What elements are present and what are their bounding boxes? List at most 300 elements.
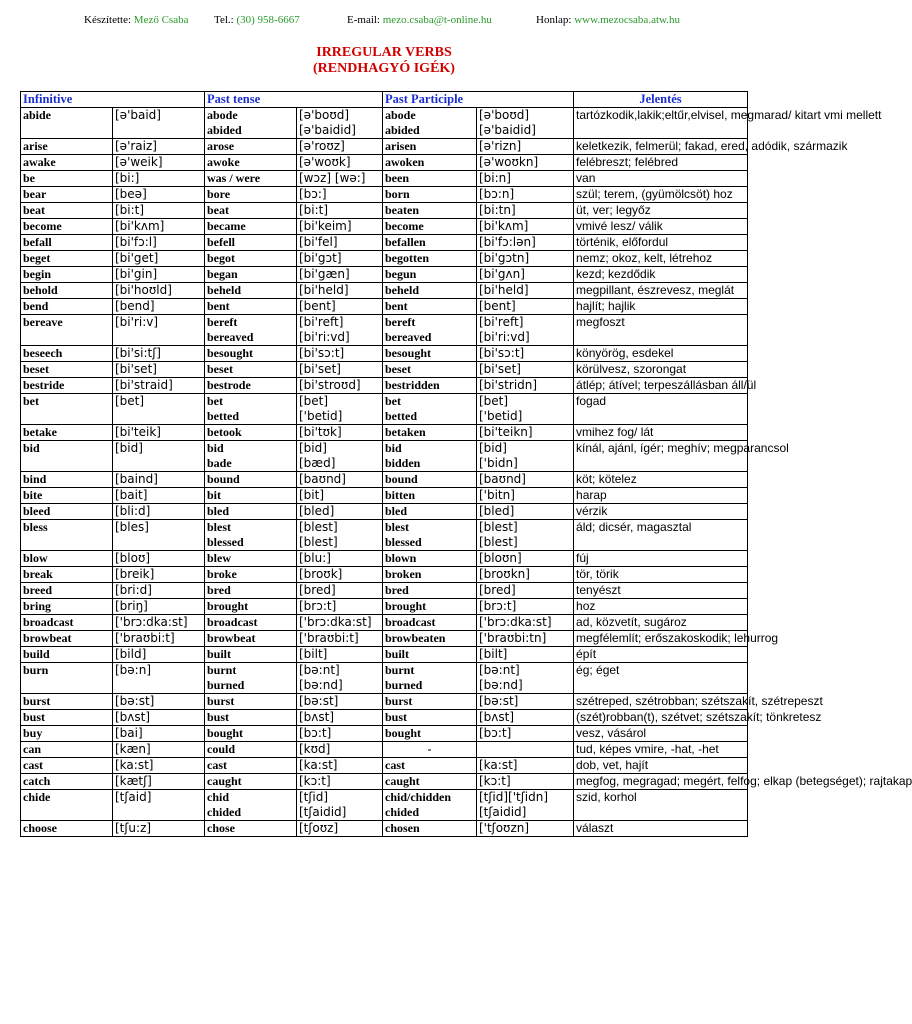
past-participle-pron-line: [bent]: [479, 299, 516, 313]
table-header-row: [21, 92, 748, 108]
table-row: [21, 219, 748, 235]
past-tense-line: beheld: [207, 283, 242, 297]
past-participle-line: chid/chidden: [385, 790, 452, 804]
past-tense-pron-line: [blest]: [299, 520, 338, 534]
past-participle-pron-line: [ə'rizn]: [479, 139, 522, 153]
past-participle-line: chided: [385, 805, 420, 819]
past-tense-line: abided: [207, 123, 242, 137]
past-tense-pron-cell: [297, 155, 383, 171]
table-row: [21, 251, 748, 267]
website-label: Honlap:: [536, 14, 572, 26]
past-tense-cell: [205, 551, 297, 567]
past-participle-pron-line: ['betid]: [479, 409, 523, 423]
meaning-cell: tör, törik: [574, 567, 748, 583]
meaning-cell: felébreszt; felébred: [574, 155, 748, 171]
past-tense-pron-cell: [297, 821, 383, 837]
meaning-cell: harap: [574, 488, 748, 504]
past-tense-pron-line: [tʃaidid]: [299, 805, 347, 819]
past-tense-cell: [205, 631, 297, 647]
meaning-cell: (szét)robban(t), szétvet; szétszakít; tönkretesz: [574, 710, 748, 726]
infinitive-pron-cell: [bi'kʌm]: [113, 219, 205, 235]
past-participle-cell: [383, 346, 477, 362]
past-tense-line: bestrode: [207, 378, 251, 392]
past-participle-pron-cell: [477, 394, 574, 425]
past-tense-line: chose: [207, 821, 235, 835]
past-participle-line: chosen: [385, 821, 420, 835]
past-participle-cell: [383, 567, 477, 583]
past-participle-cell: [383, 108, 477, 139]
past-participle-pron-cell: [477, 504, 574, 520]
past-participle-line: burnt: [385, 663, 415, 677]
infinitive-pron-cell: ['braʊbi:t]: [113, 631, 205, 647]
infinitive-pron-cell: [breik]: [113, 567, 205, 583]
past-tense-cell: [205, 821, 297, 837]
past-participle-pron-line: [bi'fɔ:lən]: [479, 235, 536, 249]
past-tense-cell: [205, 315, 297, 346]
past-participle-cell: [383, 472, 477, 488]
past-participle-line: browbeaten: [385, 631, 446, 645]
past-tense-line: was / were: [207, 171, 261, 185]
past-participle-line: blessed: [385, 535, 422, 549]
website-info: [536, 14, 680, 26]
past-participle-line: brought: [385, 599, 427, 613]
table-row: [21, 488, 748, 504]
past-tense-line: bent: [207, 299, 230, 313]
past-tense-pron-cell: [297, 139, 383, 155]
past-tense-pron-cell: [297, 235, 383, 251]
table-row: [21, 583, 748, 599]
table-row: [21, 504, 748, 520]
past-tense-pron-cell: [297, 378, 383, 394]
infinitive-pron-cell: [bi'ri:v]: [113, 315, 205, 346]
infinitive-pron-cell: ['brɔ:dka:st]: [113, 615, 205, 631]
past-tense-cell: [205, 615, 297, 631]
past-participle-cell: [383, 441, 477, 472]
past-tense-line: abode: [207, 108, 238, 122]
past-participle-cell: [383, 187, 477, 203]
table-row: [21, 790, 748, 821]
past-participle-pron-cell: [477, 647, 574, 663]
past-tense-cell: [205, 219, 297, 235]
past-participle-pron-cell: [477, 108, 574, 139]
infinitive-pron-cell: [bə:n]: [113, 663, 205, 694]
infinitive-pron-cell: [bi'gin]: [113, 267, 205, 283]
past-tense-line: blessed: [207, 535, 244, 549]
past-participle-line: bestridden: [385, 378, 440, 392]
table-row: [21, 551, 748, 567]
past-participle-pron-cell: [477, 472, 574, 488]
past-participle-pron-line: [bi'ri:vd]: [479, 330, 530, 344]
infinitive-cell: chide: [21, 790, 113, 821]
past-participle-pron-cell: [477, 346, 574, 362]
infinitive-cell: broadcast: [21, 615, 113, 631]
past-participle-pron-line: [bi'held]: [479, 283, 529, 297]
past-tense-pron-cell: [297, 599, 383, 615]
past-participle-pron-cell: [477, 774, 574, 790]
past-participle-pron-cell: [477, 742, 574, 758]
past-participle-pron-line: ['bidn]: [479, 456, 518, 470]
past-tense-cell: [205, 203, 297, 219]
infinitive-cell: break: [21, 567, 113, 583]
past-tense-pron-cell: [297, 346, 383, 362]
past-participle-cell: [383, 155, 477, 171]
past-participle-pron-line: [bloʊn]: [479, 551, 522, 565]
infinitive-pron-cell: [tʃaid]: [113, 790, 205, 821]
past-tense-line: bound: [207, 472, 240, 486]
past-participle-pron-cell: [477, 378, 574, 394]
past-tense-pron-line: [ə'boʊd]: [299, 108, 350, 122]
past-participle-line: caught: [385, 774, 420, 788]
meaning-cell: ad, közvetít, sugároz: [574, 615, 748, 631]
email-link[interactable]: mezo.csaba@t-online.hu: [382, 14, 492, 26]
infinitive-pron-cell: [bi'get]: [113, 251, 205, 267]
infinitive-cell: bite: [21, 488, 113, 504]
past-tense-cell: [205, 583, 297, 599]
past-tense-line: became: [207, 219, 246, 233]
past-participle-line: beaten: [385, 203, 419, 217]
infinitive-cell: be: [21, 171, 113, 187]
past-tense-pron-line: [bi'keim]: [299, 219, 352, 233]
meaning-cell: hajlít; hajlik: [574, 299, 748, 315]
past-tense-pron-cell: [297, 187, 383, 203]
past-participle-pron-cell: [477, 551, 574, 567]
past-participle-cell: [383, 821, 477, 837]
past-participle-line: betted: [385, 409, 417, 423]
infinitive-pron-cell: [bə:st]: [113, 694, 205, 710]
past-tense-line: burnt: [207, 663, 237, 677]
past-participle-pron-cell: [477, 488, 574, 504]
infinitive-pron-cell: [bi'si:tʃ]: [113, 346, 205, 362]
meaning-cell: szid, korhol: [574, 790, 748, 821]
past-participle-line: bought: [385, 726, 422, 740]
past-tense-pron-line: [bɔ:]: [299, 187, 327, 201]
past-tense-line: beset: [207, 362, 233, 376]
infinitive-cell: bet: [21, 394, 113, 425]
past-participle-pron-cell: [477, 583, 574, 599]
infinitive-cell: bear: [21, 187, 113, 203]
table-row: [21, 108, 748, 139]
past-participle-cell: [383, 615, 477, 631]
past-participle-pron-cell: [477, 726, 574, 742]
table-row: [21, 774, 748, 790]
past-tense-cell: [205, 155, 297, 171]
meaning-cell: vmihez fog/ lát: [574, 425, 748, 441]
infinitive-cell: blow: [21, 551, 113, 567]
past-tense-cell: [205, 235, 297, 251]
past-participle-pron-line: [bi'sɔ:t]: [479, 346, 525, 360]
past-participle-pron-cell: [477, 520, 574, 551]
past-tense-pron-cell: [297, 790, 383, 821]
infinitive-pron-cell: [bi'straid]: [113, 378, 205, 394]
past-tense-cell: [205, 710, 297, 726]
meaning-cell: tenyészt: [574, 583, 748, 599]
infinitive-cell: bring: [21, 599, 113, 615]
past-tense-pron-line: ['betid]: [299, 409, 343, 423]
past-tense-pron-line: [blu:]: [299, 551, 331, 565]
irregular-verbs-table: [20, 91, 912, 837]
infinitive-cell: can: [21, 742, 113, 758]
past-tense-pron-cell: [297, 315, 383, 346]
past-participle-pron-line: [bled]: [479, 504, 515, 518]
infinitive-cell: become: [21, 219, 113, 235]
past-tense-cell: [205, 299, 297, 315]
past-tense-pron-line: [bi'fel]: [299, 235, 338, 249]
table-row: [21, 203, 748, 219]
infinitive-cell: breed: [21, 583, 113, 599]
past-tense-pron-line: [bi'sɔ:t]: [299, 346, 345, 360]
past-participle-cell: [383, 758, 477, 774]
meaning-cell: átlép; átível; terpeszállásban áll/ül: [574, 378, 748, 394]
infinitive-pron-cell: [ə'baid]: [113, 108, 205, 139]
infinitive-cell: beat: [21, 203, 113, 219]
past-tense-line: browbeat: [207, 631, 256, 645]
past-tense-pron-cell: [297, 251, 383, 267]
meaning-cell: áld; dicsér, magasztal: [574, 520, 748, 551]
past-tense-line: bust: [207, 710, 230, 724]
table-row: [21, 299, 748, 315]
past-participle-pron-cell: [477, 219, 574, 235]
past-tense-cell: [205, 774, 297, 790]
table-row: [21, 283, 748, 299]
past-tense-line: blew: [207, 551, 231, 565]
past-participle-line: become: [385, 219, 424, 233]
past-participle-line: blown: [385, 551, 417, 565]
past-participle-pron-line: ['tʃoʊzn]: [479, 821, 530, 835]
phone-label: Tel.:: [214, 14, 234, 26]
infinitive-pron-cell: [briŋ]: [113, 599, 205, 615]
infinitive-pron-cell: [bles]: [113, 520, 205, 551]
table-row: [21, 758, 748, 774]
infinitive-pron-cell: [bloʊ]: [113, 551, 205, 567]
infinitive-cell: awake: [21, 155, 113, 171]
past-participle-cell: [383, 710, 477, 726]
past-tense-cell: [205, 394, 297, 425]
past-participle-line: bet: [385, 394, 401, 408]
past-participle-line: bitten: [385, 488, 415, 502]
past-participle-line: born: [385, 187, 410, 201]
meaning-cell: épít: [574, 647, 748, 663]
past-tense-pron-line: [bʌst]: [299, 710, 335, 724]
past-participle-line: burst: [385, 694, 413, 708]
infinitive-pron-cell: [bid]: [113, 441, 205, 472]
past-participle-cell: [383, 171, 477, 187]
past-tense-cell: [205, 520, 297, 551]
past-participle-cell: [383, 663, 477, 694]
infinitive-cell: beget: [21, 251, 113, 267]
past-participle-cell: [383, 504, 477, 520]
past-participle-pron-cell: [477, 790, 574, 821]
past-participle-line: bent: [385, 299, 408, 313]
past-tense-line: bought: [207, 726, 244, 740]
meaning-cell: körülvesz, szorongat: [574, 362, 748, 378]
past-participle-pron-cell: [477, 710, 574, 726]
past-participle-cell: [383, 299, 477, 315]
past-participle-pron-line: [bi'gʌn]: [479, 267, 525, 281]
past-tense-pron-line: [blest]: [299, 535, 338, 549]
meaning-cell: megfélemlít; erőszakoskodik; lehurrog: [574, 631, 748, 647]
past-participle-line: bid: [385, 441, 402, 455]
past-tense-pron-cell: [297, 710, 383, 726]
past-participle-cell: [383, 520, 477, 551]
infinitive-cell: bless: [21, 520, 113, 551]
table-row: [21, 139, 748, 155]
table-row: [21, 742, 748, 758]
website-link[interactable]: www.mezocsaba.atw.hu: [574, 14, 680, 26]
col-header-past-tense: Past tense: [205, 92, 383, 108]
infinitive-cell: arise: [21, 139, 113, 155]
past-tense-pron-line: [kɔ:t]: [299, 774, 331, 788]
past-participle-pron-line: [bə:st]: [479, 694, 519, 708]
table-row: [21, 171, 748, 187]
past-participle-cell: [383, 694, 477, 710]
meaning-cell: van: [574, 171, 748, 187]
past-tense-line: befell: [207, 235, 235, 249]
infinitive-pron-cell: [kæn]: [113, 742, 205, 758]
past-tense-cell: [205, 139, 297, 155]
past-participle-cell: [383, 219, 477, 235]
past-tense-cell: [205, 171, 297, 187]
past-participle-pron-line: ['bitn]: [479, 488, 515, 502]
past-participle-pron-line: [bi'kʌm]: [479, 219, 529, 233]
past-participle-line: burned: [385, 678, 423, 692]
past-participle-pron-line: [bid]: [479, 441, 507, 455]
past-tense-cell: [205, 283, 297, 299]
infinitive-pron-cell: [beə]: [113, 187, 205, 203]
table-row: [21, 710, 748, 726]
past-tense-line: bereft: [207, 315, 238, 329]
past-tense-pron-cell: [297, 299, 383, 315]
table-body: [21, 108, 912, 837]
past-participle-cell: [383, 790, 477, 821]
past-tense-line: begot: [207, 251, 235, 265]
table-row: [21, 726, 748, 742]
past-participle-cell: [383, 742, 477, 758]
infinitive-pron-cell: [bi:]: [113, 171, 205, 187]
past-participle-pron-line: [brɔ:t]: [479, 599, 517, 613]
infinitive-cell: bereave: [21, 315, 113, 346]
past-tense-pron-cell: [297, 694, 383, 710]
past-participle-pron-cell: [477, 362, 574, 378]
meaning-cell: kínál, ajánl, ígér; meghív; megparancsol: [574, 441, 748, 472]
past-participle-pron-line: [baʊnd]: [479, 472, 526, 486]
infinitive-cell: burst: [21, 694, 113, 710]
past-tense-pron-cell: [297, 362, 383, 378]
meaning-cell: megpillant, észrevesz, meglát: [574, 283, 748, 299]
infinitive-cell: cast: [21, 758, 113, 774]
infinitive-pron-cell: [bet]: [113, 394, 205, 425]
past-tense-cell: [205, 599, 297, 615]
past-participle-pron-cell: [477, 267, 574, 283]
past-tense-line: beat: [207, 203, 229, 217]
past-tense-cell: [205, 108, 297, 139]
past-tense-pron-line: [bə:nd]: [299, 678, 343, 692]
past-tense-pron-line: ['braʊbi:t]: [299, 631, 359, 645]
past-tense-cell: [205, 504, 297, 520]
meaning-cell: kezd; kezdődik: [574, 267, 748, 283]
past-tense-cell: [205, 790, 297, 821]
past-participle-line: besought: [385, 346, 432, 360]
past-tense-pron-cell: [297, 567, 383, 583]
past-participle-pron-cell: [477, 235, 574, 251]
past-participle-line: begun: [385, 267, 417, 281]
past-tense-pron-line: [bi'set]: [299, 362, 341, 376]
infinitive-pron-cell: [bai]: [113, 726, 205, 742]
past-tense-line: betook: [207, 425, 242, 439]
past-participle-pron-line: [broʊkn]: [479, 567, 530, 581]
past-tense-line: built: [207, 647, 232, 661]
past-participle-line: begotten: [385, 251, 429, 265]
past-tense-pron-line: [tʃid]: [299, 790, 329, 804]
past-tense-pron-line: [bi'gɔt]: [299, 251, 342, 265]
infinitive-pron-cell: [baind]: [113, 472, 205, 488]
past-participle-pron-cell: [477, 203, 574, 219]
past-tense-pron-cell: [297, 726, 383, 742]
past-participle-pron-line: [bi'reft]: [479, 315, 524, 329]
table-row: [21, 378, 748, 394]
past-participle-line: befallen: [385, 235, 426, 249]
past-tense-pron-line: [bə:nt]: [299, 663, 340, 677]
meaning-cell: köt; kötelez: [574, 472, 748, 488]
past-participle-pron-line: [bi'gɔtn]: [479, 251, 530, 265]
past-participle-pron-cell: [477, 425, 574, 441]
phone-number: (30) 958-6667: [236, 14, 300, 26]
infinitive-pron-cell: [bi'set]: [113, 362, 205, 378]
meaning-cell: üt, ver; legyőz: [574, 203, 748, 219]
past-tense-line: betted: [207, 409, 239, 423]
past-participle-line: broken: [385, 567, 422, 581]
infinitive-cell: bend: [21, 299, 113, 315]
table-row: [21, 187, 748, 203]
meaning-cell: nemz; okoz, kelt, létrehoz: [574, 251, 748, 267]
infinitive-cell: bleed: [21, 504, 113, 520]
past-participle-pron-line: [bet]: [479, 394, 509, 408]
past-participle-cell: [383, 139, 477, 155]
past-participle-pron-line: [bilt]: [479, 647, 508, 661]
table-row: [21, 599, 748, 615]
past-tense-pron-line: [ə'woʊk]: [299, 155, 351, 169]
infinitive-cell: begin: [21, 267, 113, 283]
infinitive-cell: bust: [21, 710, 113, 726]
past-tense-pron-cell: [297, 520, 383, 551]
past-participle-line: arisen: [385, 139, 417, 153]
past-participle-line: blest: [385, 520, 409, 534]
past-tense-cell: [205, 346, 297, 362]
past-participle-cell: [383, 583, 477, 599]
meaning-cell: dob, vet, hajít: [574, 758, 748, 774]
infinitive-cell: bid: [21, 441, 113, 472]
past-participle-cell: [383, 551, 477, 567]
past-participle-pron-line: ['braʊbi:tn]: [479, 631, 547, 645]
table-row: [21, 663, 748, 694]
infinitive-cell: beseech: [21, 346, 113, 362]
past-tense-line: bid: [207, 441, 224, 455]
past-participle-line: beset: [385, 362, 411, 376]
table-row: [21, 441, 748, 472]
past-participle-pron-line: [bi:n]: [479, 171, 511, 185]
past-tense-pron-line: [bɔ:t]: [299, 726, 332, 740]
past-participle-pron-cell: [477, 315, 574, 346]
infinitive-cell: burn: [21, 663, 113, 694]
past-participle-line: bidden: [385, 456, 421, 470]
past-participle-pron-cell: [477, 663, 574, 694]
past-tense-pron-line: ['brɔ:dka:st]: [299, 615, 372, 629]
past-participle-line: bust: [385, 710, 408, 724]
past-participle-line: awoken: [385, 155, 425, 169]
past-tense-pron-line: [bi'reft]: [299, 315, 344, 329]
past-participle-pron-cell: [477, 758, 574, 774]
past-tense-pron-cell: [297, 425, 383, 441]
past-participle-pron-cell: [477, 694, 574, 710]
